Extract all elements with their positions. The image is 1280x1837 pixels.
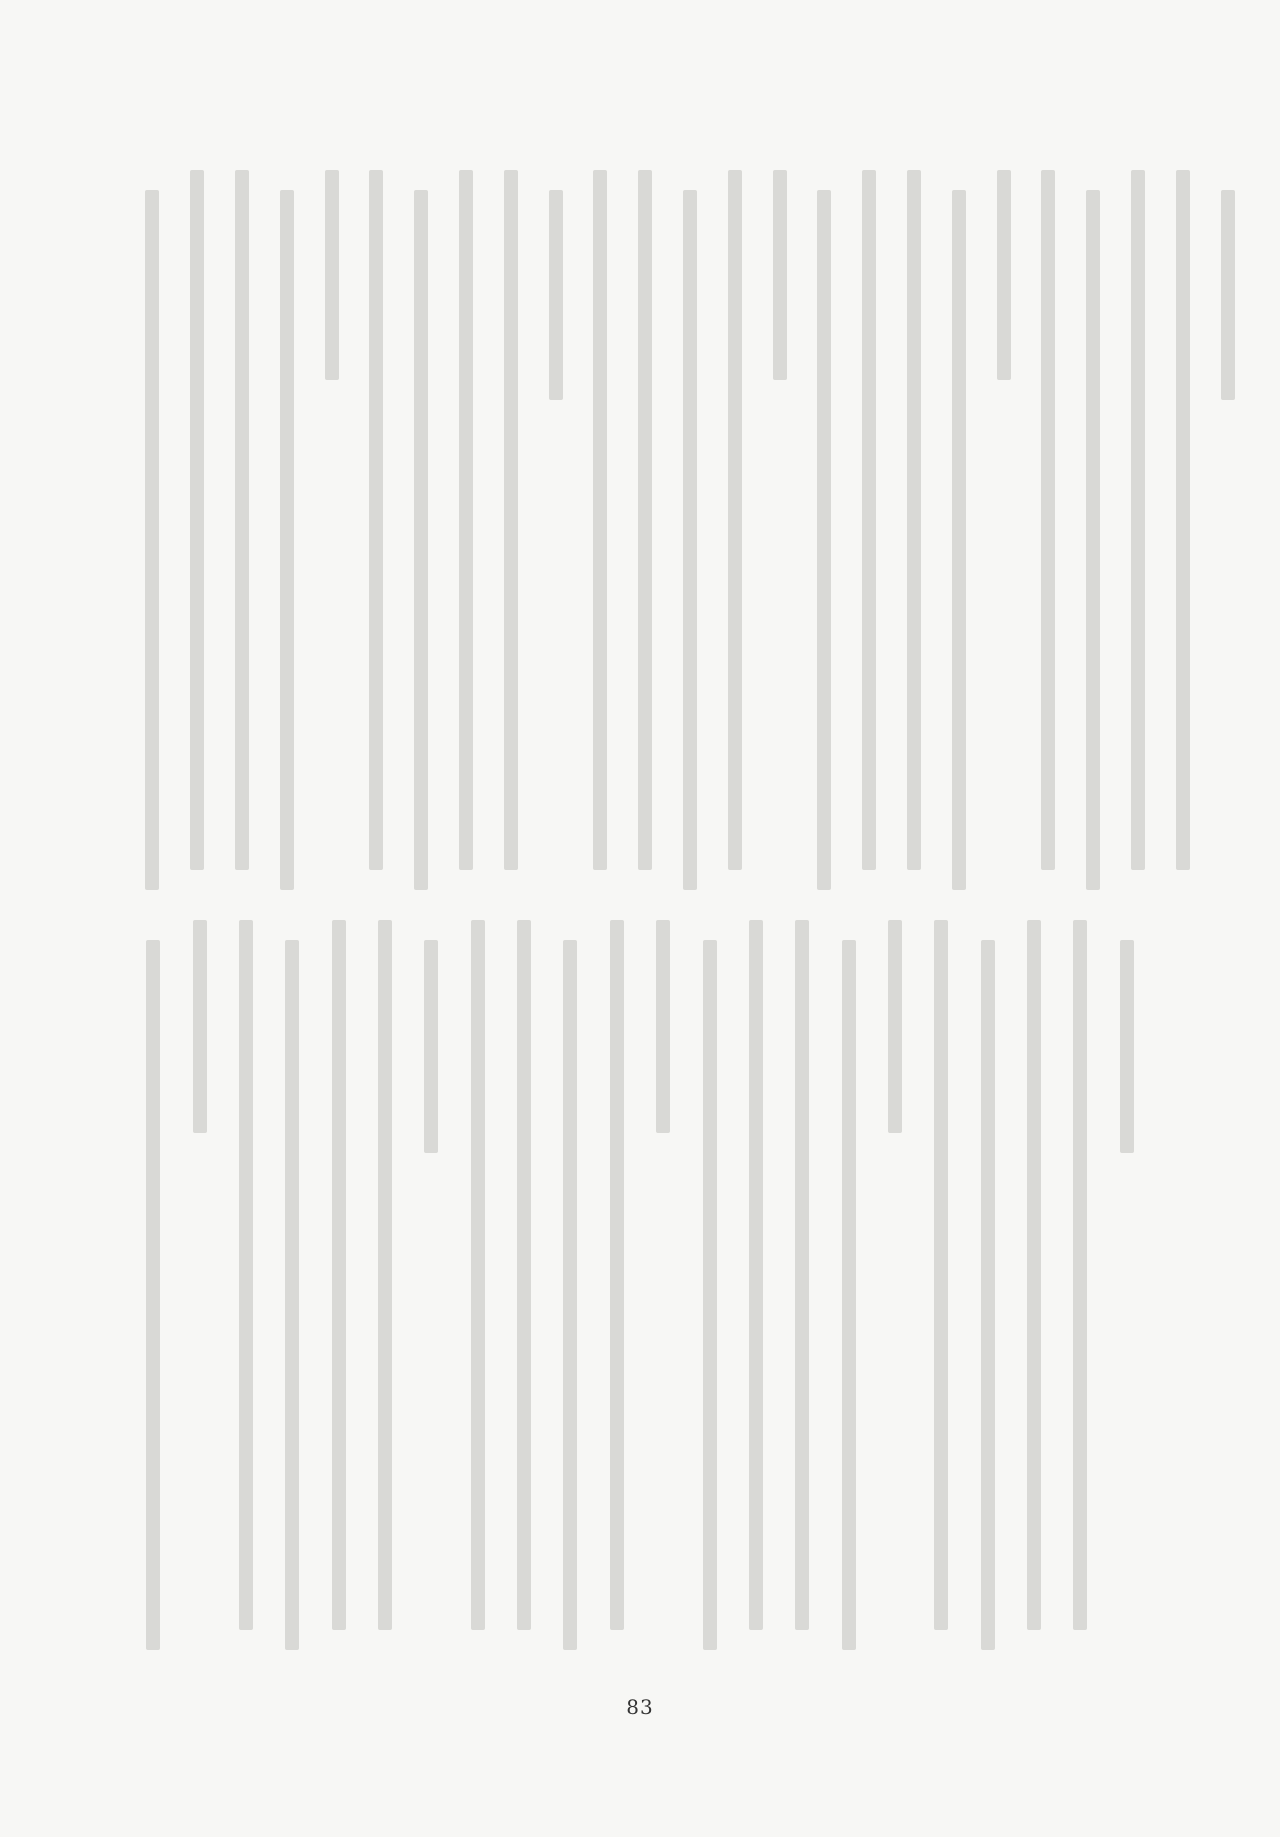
redacted-text-column <box>817 190 831 890</box>
redacted-text-column <box>656 920 670 1133</box>
redacted-text-column <box>703 940 717 1650</box>
redacted-text-column <box>285 940 299 1650</box>
redacted-text-column <box>749 920 763 1630</box>
redacted-text-column <box>563 940 577 1650</box>
redacted-text-column <box>1073 920 1087 1630</box>
redacted-text-column <box>795 920 809 1630</box>
redacted-text-column <box>1086 190 1100 890</box>
redacted-text-column <box>471 920 485 1630</box>
redacted-text-column <box>239 920 253 1630</box>
redacted-text-column <box>773 170 787 380</box>
redacted-text-column <box>1131 170 1145 870</box>
redacted-text-column <box>280 190 294 890</box>
page-number: 83 <box>626 1695 654 1719</box>
redacted-text-column <box>414 190 428 890</box>
redacted-text-column <box>1041 170 1055 870</box>
redacted-text-column <box>952 190 966 890</box>
redacted-text-column <box>610 920 624 1630</box>
redacted-text-column <box>332 920 346 1630</box>
redacted-text-column <box>862 170 876 870</box>
redacted-text-column <box>145 190 159 890</box>
redacted-text-column <box>907 170 921 870</box>
redacted-text-column <box>1027 920 1041 1630</box>
redacted-text-column <box>593 170 607 870</box>
redacted-text-column <box>146 940 160 1650</box>
redacted-text-column <box>424 940 438 1153</box>
redacted-text-column <box>517 920 531 1630</box>
redacted-text-column <box>369 170 383 870</box>
redacted-text-column <box>842 940 856 1650</box>
redacted-text-column <box>190 170 204 870</box>
redacted-text-column <box>728 170 742 870</box>
redacted-text-column <box>504 170 518 870</box>
upper-text-block-redacted <box>130 170 1250 890</box>
redacted-text-column <box>981 940 995 1650</box>
redacted-text-column <box>459 170 473 870</box>
redacted-text-column <box>1120 940 1134 1153</box>
redacted-text-column <box>1176 170 1190 870</box>
redacted-text-column <box>638 170 652 870</box>
redacted-text-column <box>888 920 902 1133</box>
redacted-text-column <box>193 920 207 1133</box>
redacted-text-column <box>997 170 1011 380</box>
redacted-text-column <box>683 190 697 890</box>
redacted-text-column <box>378 920 392 1630</box>
redacted-text-column <box>235 170 249 870</box>
lower-text-block-redacted <box>130 920 1150 1650</box>
redacted-text-column <box>934 920 948 1630</box>
redacted-text-column <box>549 190 563 400</box>
redacted-text-column <box>1221 190 1235 400</box>
redacted-text-column <box>325 170 339 380</box>
